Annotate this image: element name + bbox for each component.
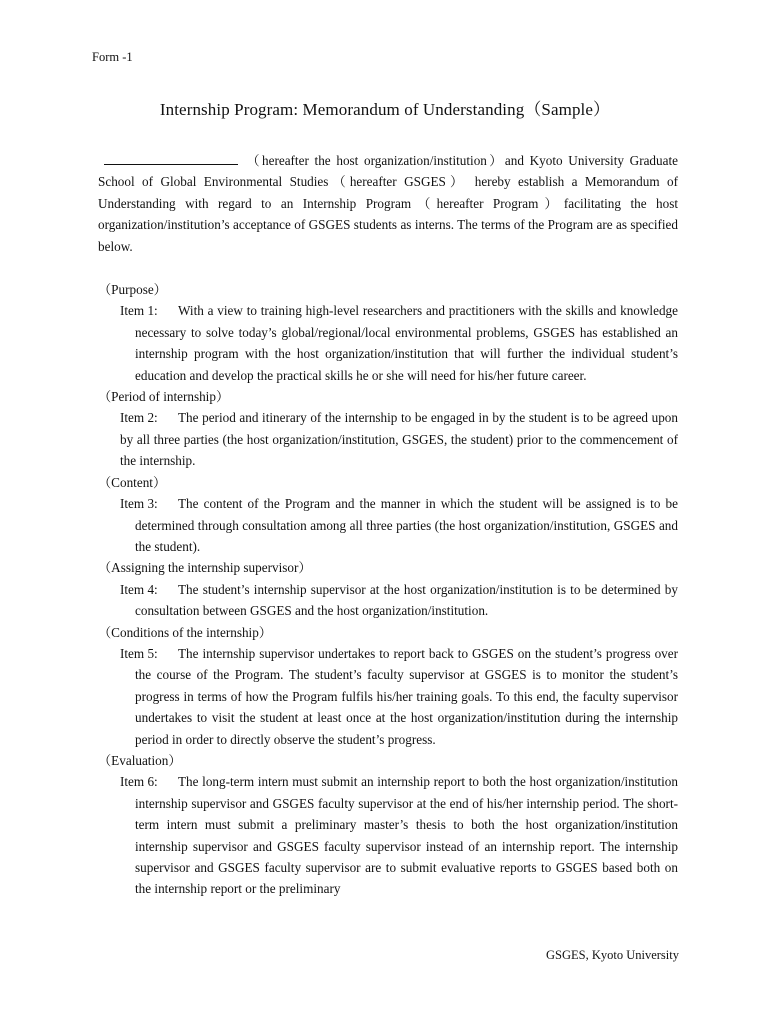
item-text: The content of the Program and the manner in which the student will be assigned is to be determined through consultation among all three parties (the host organization/institution, GSGES and the student). (135, 496, 678, 554)
item-text: The period and itinerary of the internship to be engaged in by the student is to be agreed upon by all three parties (the host organization/institution, GSGES, the student) prior to the commencement of the internship. (120, 410, 678, 469)
item-3 (98, 493, 678, 557)
section-purpose (98, 279, 678, 386)
document-title: Internship Program: Memorandum of Understanding（Sample） (159, 100, 611, 119)
page-footer: GSGES, Kyoto University (546, 948, 679, 962)
blank-line-host-organization (104, 153, 238, 165)
section-heading: （Conditions of the internship） (98, 624, 272, 640)
item-2 (98, 407, 678, 471)
section-heading: （Evaluation） (98, 752, 182, 768)
section-conditions (98, 622, 678, 750)
section-period (98, 386, 678, 472)
section-heading: （Assigning the internship supervisor） (98, 560, 312, 576)
intro-paragraph (98, 150, 678, 257)
item-label: Item 1: (120, 303, 158, 319)
item-label: Item 6: (120, 774, 158, 790)
form-number-label: Form -1 (92, 50, 133, 64)
section-spacer (98, 257, 678, 279)
section-heading: （Purpose） (98, 282, 167, 298)
item-text: With a view to training high-level researchers and practitioners with the skills and knowledge necessary to solve today’s global/regional/local environmental problems, GSGES has established an internship program with the host organization/institution that will further the individual student’s education and develop the practical skills he or she will need for his/her future career. (135, 303, 678, 383)
section-heading: （Period of internship） (98, 389, 230, 405)
item-4 (98, 579, 678, 622)
item-label: Item 2: (120, 410, 158, 426)
item-label: Item 3: (120, 496, 158, 512)
section-evaluation (98, 750, 678, 900)
item-6 (98, 771, 678, 899)
section-assigning-supervisor (98, 557, 678, 621)
item-text: The student’s internship supervisor at the host organization/institution is to be determined by consultation between GSGES and the host organization/institution. (135, 581, 678, 619)
item-text: The long-term intern must submit an internship report to both the host organization/institution internship supervisor and GSGES faculty supervisor at the end of his/her internship period. The short-term intern must submit a preliminary master’s thesis to both the host organization/institution internship supervisor and GSGES faculty supervisor instead of an internship report. The internship supervisor and GSGES faculty supervisor are to submit evaluative reports to GSGES based both on the internship report or the preliminary (135, 774, 678, 897)
item-1 (98, 300, 678, 386)
item-label: Item 4: (120, 581, 158, 597)
section-heading: （Content） (98, 474, 167, 490)
item-label: Item 5: (120, 645, 158, 661)
section-content (98, 472, 678, 558)
item-5 (98, 643, 678, 750)
intro-text: （hereafter the host organization/institution）and Kyoto University Graduate School of Global Environmental Studies（hereafter GSGES） hereby establish a Memorandum of Understanding with regard to an Internship Program（hereafter Program）facilitating the host organization/institution’s acceptance of GSGES students as interns. The terms of the Program are as specified below. (98, 153, 678, 254)
item-text: The internship supervisor undertakes to report back to GSGES on the student’s progress over the course of the Program. The student’s faculty supervisor at GSGES is to monitor the student’s progress in terms of how the Program fulfils his/her training goals. To this end, the faculty supervisor undertakes to visit the student at least once at the host organization/institution during the internship period in order to directly observe the student’s progress. (135, 645, 678, 747)
document-body (98, 150, 678, 900)
